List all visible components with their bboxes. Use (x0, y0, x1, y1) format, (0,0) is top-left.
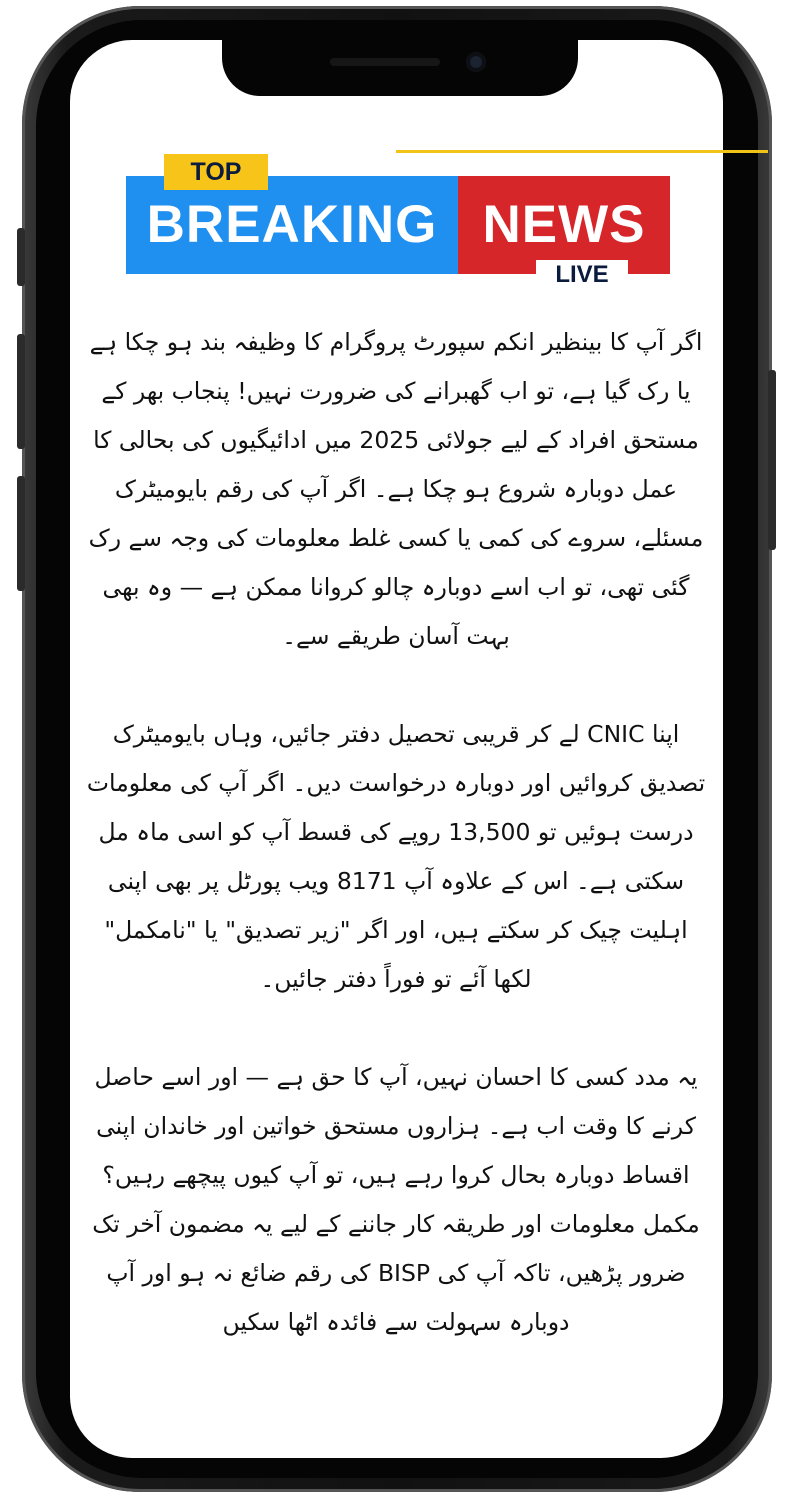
banner-live-tag: LIVE (536, 260, 628, 290)
volume-up-button (17, 334, 25, 449)
article-body (82, 318, 710, 1347)
volume-down-button (17, 476, 25, 591)
banner-breaking: BREAKING (126, 176, 458, 274)
speaker-grille (330, 58, 440, 66)
article-paragraph-2: اپنا CNIC لے کر قریبی تحصیل دفتر جائیں، وہاں بایومیٹرک تصدیق کروائیں اور دوبارہ درخواست دیں۔ اگر آپ کی معلومات درست ہوئیں تو 13,500 روپے کی قسط آپ کو اسی ماہ مل سکتی ہے۔ اس کے علاوہ آپ 8171 ویب پورٹل پر بھی اپنی اہلیت چیک کر سکتے ہیں، اور اگر "زیر تصدیق" یا "نامکمل" لکھا آئے تو فوراً دفتر جائیں۔ (86, 720, 706, 993)
article-paragraph-1: اگر آپ کا بینظیر انکم سپورٹ پروگرام کا وظیفہ بند ہو چکا ہے یا رک گیا ہے، تو اب گھبرانے کی ضرورت نہیں! پنجاب بھر کے مستحق افراد کے لیے جولائی 2025 میں ادائیگیوں کی بحالی کا عمل دوبارہ شروع ہو چکا ہے۔ اگر آپ کی رقم بایومیٹرک مسئلے، سروے کی کمی یا کسی غلط معلومات کی وجہ سے رک گئی تھی، تو اب اسے دوبارہ چالو کروانا ممکن ہے — وہ بھی بہت آسان طریقے سے۔ (88, 328, 704, 650)
power-button (768, 370, 776, 550)
banner-top-tag: TOP (164, 154, 268, 190)
notch (222, 40, 578, 96)
article-paragraph-3: یہ مدد کسی کا احسان نہیں، آپ کا حق ہے — اور اسے حاصل کرنے کا وقت اب ہے۔ ہزاروں مستحق خواتین اور خاندان اپنی اقساط دوبارہ بحال کروا رہے ہیں، تو آپ کیوں پیچھے رہیں؟ مکمل معلومات اور طریقہ کار جاننے کے لیے یہ مضمون آخر تک ضرور پڑھیں، تاکہ آپ کی BISP کی رقم ضائع نہ ہو اور آپ دوبارہ سہولت سے فائدہ اٹھا سکیں (92, 1063, 700, 1336)
mute-switch (17, 228, 25, 286)
banner-accent-line (396, 150, 768, 153)
front-camera-icon (466, 52, 486, 72)
breaking-news-banner (126, 150, 670, 290)
banner-news: NEWS (458, 176, 670, 274)
